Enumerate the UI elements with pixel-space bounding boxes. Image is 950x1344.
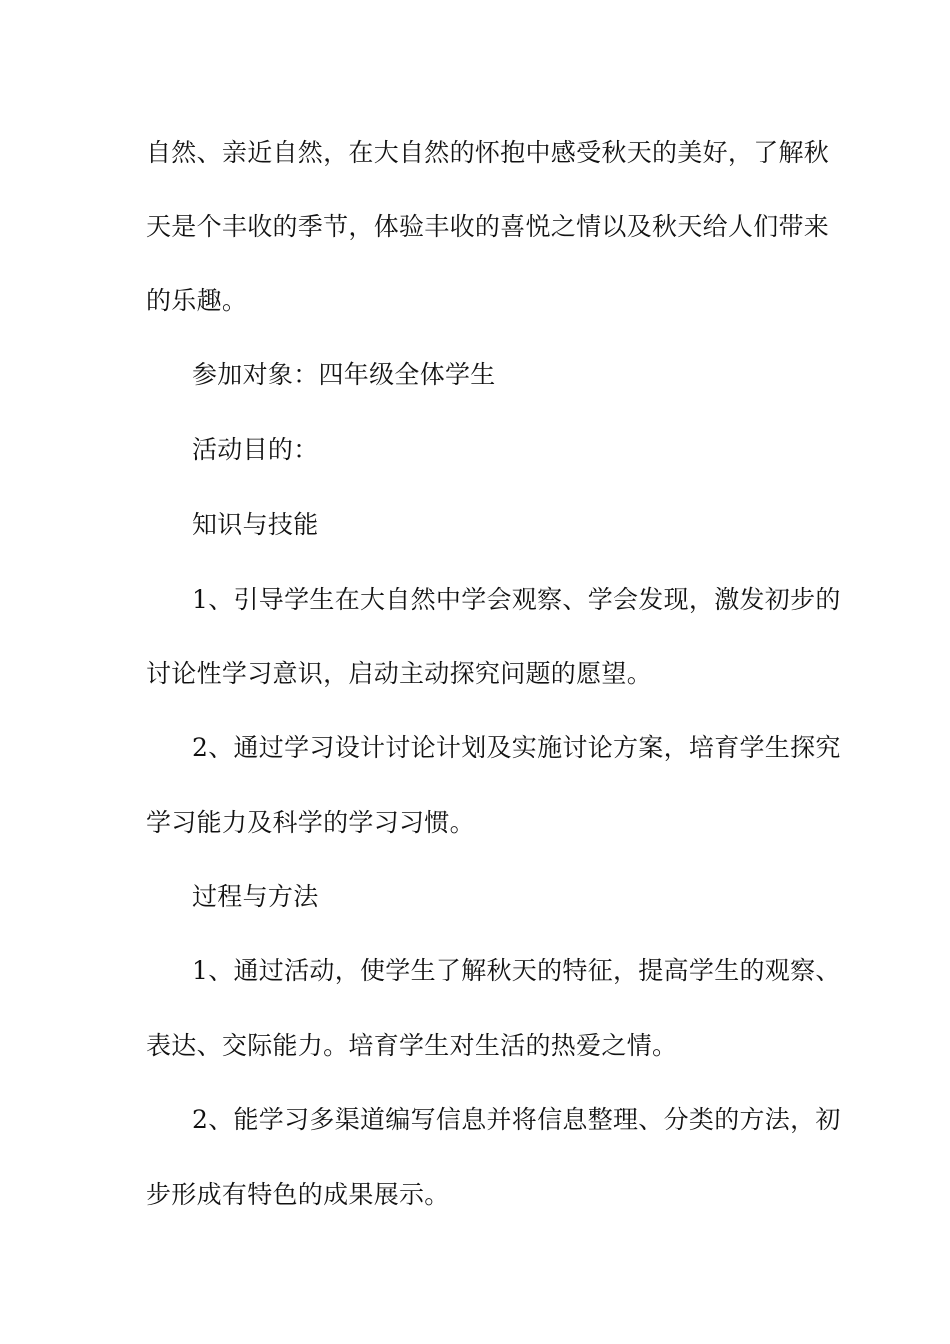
list-item-line: 讨论性学习意识，启动主动探究问题的愿望。 bbox=[146, 659, 653, 688]
list-item-line: 1、引导学生在大自然中学会观察、学会发现，激发初步的 bbox=[192, 585, 841, 614]
paragraph-line: 的乐趣。 bbox=[146, 286, 248, 315]
paragraph-line: 天是个丰收的季节，体验丰收的喜悦之情以及秋天给人们带来 bbox=[146, 212, 830, 241]
list-item-line: 学习能力及科学的学习习惯。 bbox=[146, 808, 475, 837]
list-item-line: 1、通过活动，使学生了解秋天的特征，提高学生的观察、 bbox=[192, 956, 841, 985]
subsection-heading: 过程与方法 bbox=[192, 882, 319, 911]
paragraph-line: 自然、亲近自然，在大自然的怀抱中感受秋天的美好，了解秋 bbox=[146, 138, 830, 167]
list-item-line: 步形成有特色的成果展示。 bbox=[146, 1180, 450, 1209]
list-item-line: 2、能学习多渠道编写信息并将信息整理、分类的方法，初 bbox=[192, 1105, 841, 1134]
list-item-line: 2、通过学习设计讨论计划及实施讨论方案，培育学生探究 bbox=[192, 733, 841, 762]
list-item-line: 表达、交际能力。培育学生对生活的热爱之情。 bbox=[146, 1031, 678, 1060]
subsection-heading: 知识与技能 bbox=[192, 510, 319, 539]
participants-line: 参加对象：四年级全体学生 bbox=[192, 360, 496, 389]
section-heading: 活动目的： bbox=[192, 435, 319, 464]
